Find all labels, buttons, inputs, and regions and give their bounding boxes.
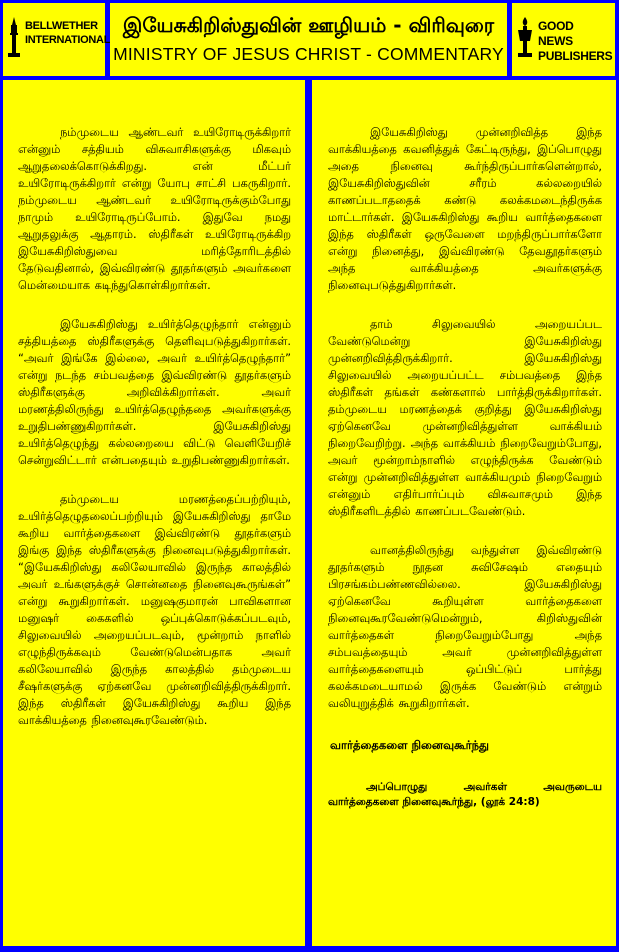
good-news-logo-panel [512,3,615,76]
left-paragraph-1: நம்முடைய ஆண்டவர் உயிரோடிருக்கிறார் என்னும் சத்தியம் விசுவாசிகளுக்கு மிகவும் ஆறுதலைக்கொடுக்கிறது. என் மீட்பர் உயிரோடிருக்கிறார் என்று யோபு சாட்சி பகருகிறார். நம்முடைய ஆண்டவர் உயிரோடிருக்கும்போது நாமும் உயிரோடிருப்போம். இதுவே நமது ஆறுதலுக்கு ஆதாரம். ஸ்திரீகள் உயிரோடிருக்கிற இயேசுகிறிஸ்துவை மரித்தோரிடத்தில் தேடுவதினால், இவ்விரண்டு தூதர்களும் அவர்களை மென்மையாக கடிந்துகொள்கிறார்கள். [18,125,291,292]
scripture-quote: அப்பொழுது அவர்கள் அவருடைய வார்த்தைகளை நினைவுகூர்ந்து, (லூக் 24:8) [328,781,602,808]
bellwether-logo-panel [3,3,111,76]
left-paragraph-3: தம்முடைய மரணத்தைப்பற்றியும், உயிர்த்தெழுதலைப்பற்றியும் இயேசுகிறிஸ்து தாமே கூறிய வார்த்தைகளை இவ்விரண்டு தூதர்களும் இங்கு இந்த ஸ்திரீகளுக்கு நினைவுபடுத்துகிறார்கள். “இயேசுகிறிஸ்து கலிலேயாவில் இருந்த காலத்தில் அவர் உங்களுக்குச் சொன்னதை நினைவுகூருங்கள்” என்று கூறுகிறார்கள். மனுஷகுமாரன் பாவிகளான மனுஷர் கைகளில் ஒப்புக்கொடுக்கப்படவும், சிலுவையில் அறையப்படவும், மூன்றாம் நாளில் எழுந்திருக்கவும் வேண்டுமென்பதாக அவர் கலிலேயாவில் இருந்த காலத்தில் தம்முடைய சீஷர்களுக்கு ஏற்கனவே முன்னறிவித்திருக்கிறார். இந்த ஸ்திரீகள் இயேசுகிறிஸ்து கூறிய இந்த வாக்கியத்தை நினைவுகூரவேண்டும். [18,492,291,727]
right-column [312,80,616,946]
right-paragraph-3: வானத்திலிருந்து வந்துள்ள இவ்விரண்டு தூதர்களும் நூதன சுவிசேஷம் எதையும் பிரசங்கம்பண்ணவில்லை. இயேசுகிறிஸ்து ஏற்கெனவே கூறியுள்ள வார்த்தைகளை நினைவுகூரவேண்டுமென்றும், கிறிஸ்துவின் வார்த்தைகள் நிறைவேறும்போது அந்த சம்பவத்தையும் அவர் முன்னறிவித்துள்ள வார்த்தைகளையும் ஒப்பிட்டுப் பார்த்து கலக்கமடையாமல் இருக்க வேண்டும் என்றும் வலியுறுத்திக் கூறுகிறார்கள். [328,543,602,710]
bellwether-logo-text: BELLWETHER INTERNATIONAL [25,20,111,46]
bellwether-logo [7,13,111,68]
title-panel [110,3,507,76]
left-column [3,80,305,946]
right-paragraph-2: தாம் சிலுவையில் அறையப்பட வேண்டுமென்று இயேசுகிறிஸ்து முன்னறிவித்திருக்கிறார். இயேசுகிறிஸ்து சிலுவையில் அறையப்பட்ட சம்பவத்தை இந்த ஸ்திரீகள் தங்கள் கண்களால் பார்த்திருக்கிறார்கள். தம்முடைய மரணத்தைக் குறித்து இயேசுகிறிஸ்து ஏற்கெனவே முன்னறிவித்துள்ள வாக்கியம் நிறைவேறிற்று. அந்த வாக்கியம் நிறைவேறும்போது, அவர் மூன்றாம்நாளில் எழுந்திருக்க வேண்டும் என்று முன்னறிவித்துள்ள வாக்கியமும் நிறைவேறும் என்னும் எதிர்பார்ப்பும் விசுவாசமும் இந்த ஸ்திரீகளிடத்தில் காணப்படவேண்டும். [328,317,602,518]
right-paragraph-1: இயேசுகிறிஸ்து முன்னறிவித்த இந்த வாக்கியத்தை கவனித்துக் கேட்டிருந்து, இப்பொழுது அதை நினைவு கூர்ந்திருப்பார்களென்றால், இயேசுகிறிஸ்துவின் சரீரம் கல்லறையில் காணப்படாததைக் கண்டு கலக்கமடைந்திருக்க மாட்டார்கள். இயேசுகிறிஸ்து கூறிய வார்த்தைகளை இந்த ஸ்திரீகள் ஒருவேளை மறந்திருப்பார்களோ என்று நினைத்து, இவ்விரண்டு தேவதூதர்களும் அந்த வாக்கியத்தை அவர்களுக்கு நினைவுபடுத்துகிறார்கள். [328,125,602,292]
bell-tower-icon [7,17,21,61]
left-paragraph-2: இயேசுகிறிஸ்து உயிர்த்தெழுந்தார் என்னும் சத்தியத்தை ஸ்திரீகளுக்கு தெளிவுபடுத்துகிறார்கள். “அவர் இங்கே இல்லை, அவர் உயிர்த்தெழுந்தார்” என்று நடந்த சம்பவத்தை இவ்விரண்டு தூதர்களும் ஸ்திரீகளுக்கு அறிவிக்கிறார்கள். அவர் மரணத்திலிருந்து உயிர்த்தெழுந்ததை அவர்களுக்கு உறுதிபண்ணுகிறார்கள். இயேசுகிறிஸ்து உயிர்த்தெழுந்து கல்லறையை விட்டு வெளியேறிச் சென்றுவிட்டார் என்பதையும் உறுதிபண்ணுகிறார்கள். [18,317,291,467]
good-news-logo [516,13,611,68]
page-title-tamil: இயேசுகிறிஸ்துவின் ஊழியம் - விரிவுரை [122,13,495,37]
lamp-icon [516,17,534,63]
good-news-logo-text: GOOD NEWS PUBLISHERS [538,19,613,63]
section-heading: வார்த்தைகளை நினைவுகூர்ந்து [330,738,489,752]
page-title-english: MINISTRY OF JESUS CHRIST - COMMENTARY [113,44,504,64]
